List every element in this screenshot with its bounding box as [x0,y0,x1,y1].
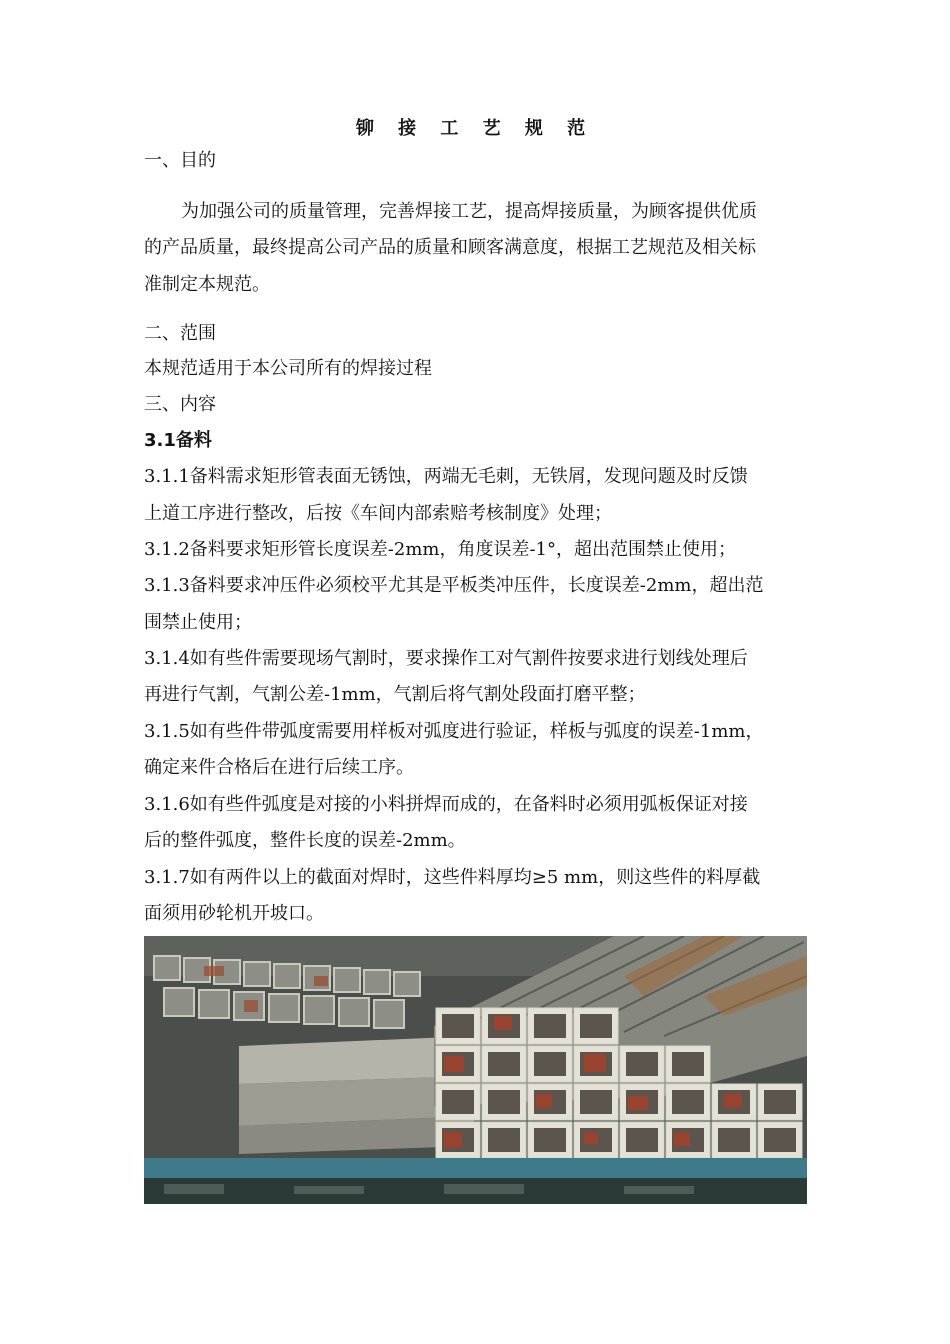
purpose-line-2: 的产品质量，最终提高公司产品的质量和顾客满意度，根据工艺规范及相关标 [144,237,756,258]
item-3-1-5-line-2: 确定来件合格后在进行后续工序。 [144,757,414,778]
section-heading-scope: 二、范围 [144,323,216,344]
item-3-1-6-line-1: 3.1.6如有些件弧度是对接的小料拼焊而成的，在备料时必须用弧板保证对接 [144,794,748,815]
steel-tubes-photo [144,936,807,1204]
subsection-title: 3.1备料 [144,430,212,451]
purpose-line-1: 为加强公司的质量管理，完善焊接工艺，提高焊接质量，为顾客提供优质 [181,201,757,222]
document-title: 铆 接 工 艺 规 范 [355,118,595,139]
item-3-1-6-line-2: 后的整件弧度，整件长度的误差-2mm。 [144,830,466,851]
item-3-1-1-line-1: 3.1.1备料需求矩形管表面无锈蚀，两端无毛刺，无铁屑，发现问题及时反馈 [144,466,748,487]
item-3-1-2-line-1: 3.1.2备料要求矩形管长度误差-2mm，角度误差-1°，超出范围禁止使用； [144,539,737,560]
item-3-1-4-line-1: 3.1.4如有些件需要现场气割时，要求操作工对气割件按要求进行划线处理后 [144,648,748,669]
item-3-1-4-line-2: 再进行气割，气割公差-1mm，气割后将气割处段面打磨平整； [144,684,646,705]
item-3-1-7-line-2: 面须用砂轮机开坡口。 [144,903,324,924]
item-3-1-3-line-1: 3.1.3备料要求冲压件必须校平尤其是平板类冲压件，长度误差-2mm，超出范 [144,575,764,596]
section-heading-content: 三、内容 [144,394,216,415]
item-3-1-7-line-1: 3.1.7如有两件以上的截面对焊时，这些件料厚均≥5 mm，则这些件的料厚截 [144,867,761,888]
purpose-line-3: 准制定本规范。 [144,274,270,295]
scope-text: 本规范适用于本公司所有的焊接过程 [144,358,432,379]
item-3-1-3-line-2: 围禁止使用； [144,612,252,633]
section-heading-purpose: 一、目的 [144,150,216,171]
item-3-1-1-line-2: 上道工序进行整改，后按《车间内部索赔考核制度》处理； [144,503,612,524]
item-3-1-5-line-1: 3.1.5如有些件带弧度需要用样板对弧度进行验证，样板与弧度的误差-1mm， [144,721,764,742]
